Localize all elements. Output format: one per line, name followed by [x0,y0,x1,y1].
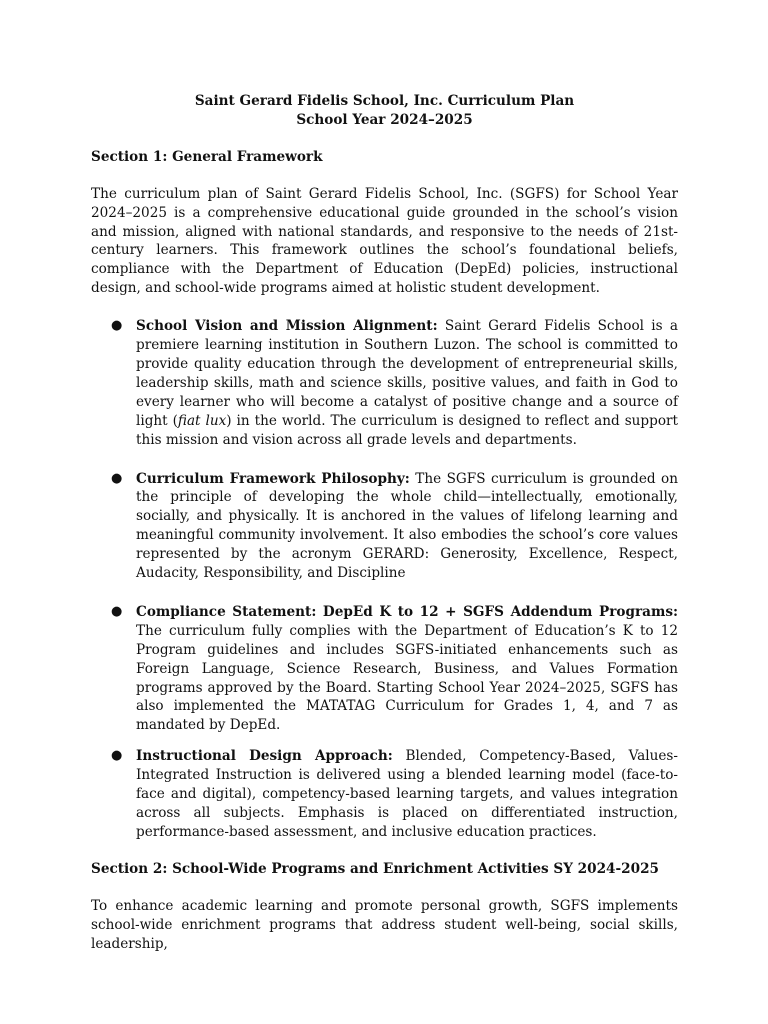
bullet-vision-mission [91,317,678,449]
bullet-label: Compliance Statement: DepEd K to 12 + SGFS Addendum Programs: [136,603,678,620]
bullet-text-continued: ) in the world. The curriculum is designed to reflect and support this mission and vision across all grade levels and departments. [136,412,678,448]
bullet-text: Saint Gerard Fidelis School is a premiere learning institution in Southern Luzon. The school is committed to provide quality education through the development of entrepreneurial skills, leadership skills, math and science skills, positive values, and faith in God to every learner who will become a catalyst of positive change and a source of light ( [136,318,678,429]
bullet-label: Curriculum Framework Philosophy: [136,470,410,487]
bullet-icon: ● [111,318,123,334]
bullet-framework-philosophy [91,470,678,583]
document-page [91,92,678,953]
bullet-icon: ● [111,603,123,619]
section1-heading: Section 1: General Framework [91,148,323,165]
bullet-instructional-design [91,747,678,842]
bullet-text: The SGFS curriculum is grounded on the principle of developing the whole child—intellectually, emotionally, socially, and physically. It is anchored in the values of lifelong learning and meaningful community involvement. It also embodies the school’s core values represented by the acronym GERARD: Generosity, Excellence, Respect, Audacity, Responsibility, and Discipline [136,470,678,582]
document-title: Saint Gerard Fidelis School, Inc. Curriculum Plan [194,93,575,109]
section2-intro: To enhance academic learning and promote personal growth, SGFS implements school-wide enrichment programs that address student well-being, social skills, leadership, [91,897,678,952]
bullet-icon: ● [111,748,123,764]
bullet-label: Instructional Design Approach: [136,748,393,765]
document-subtitle: School Year 2024–2025 [296,111,473,128]
bullet-compliance-statement [91,603,678,735]
bullet-label: School Vision and Mission Alignment: [136,318,438,335]
bullet-text: The curriculum fully complies with the Department of Education’s K to 12 Program guidelines and includes SGFS-initiated enhancements such as Foreign Language, Science Research, Business, and Values Formation programs approved by the Board. Starting School Year 2024–2025, SGFS has also implemented the MATATAG Curriculum for Grades 1, 4, and 7 as mandated by DepEd. [136,622,678,734]
section2-heading: Section 2: School-Wide Programs and Enrichment Activities SY 2024-2025 [91,860,659,877]
section1-intro: The curriculum plan of Saint Gerard Fidelis School, Inc. (SGFS) for School Year 2024–2025 is a comprehensive educational guide grounded in the school’s vision and mission, aligned with national standards, and responsive to the needs of 21st-century learners. This framework outlines the school’s foundational beliefs, compliance with the Department of Education (DepEd) policies, instructional design, and school-wide programs aimed at holistic student development. [91,185,678,297]
bullet-icon: ● [111,470,123,486]
bullet-italic-text: fiat lux [177,412,227,429]
bullet-text: Blended, Competency-Based, Values-Integrated Instruction is delivered using a blended learning model (face-to-face and digital), competency-based learning targets, and values integration across all subjects. Emphasis is placed on differentiated instruction, performance-based assessment, and inclusive education practices. [136,748,678,840]
section1-bullet-list [91,317,678,842]
